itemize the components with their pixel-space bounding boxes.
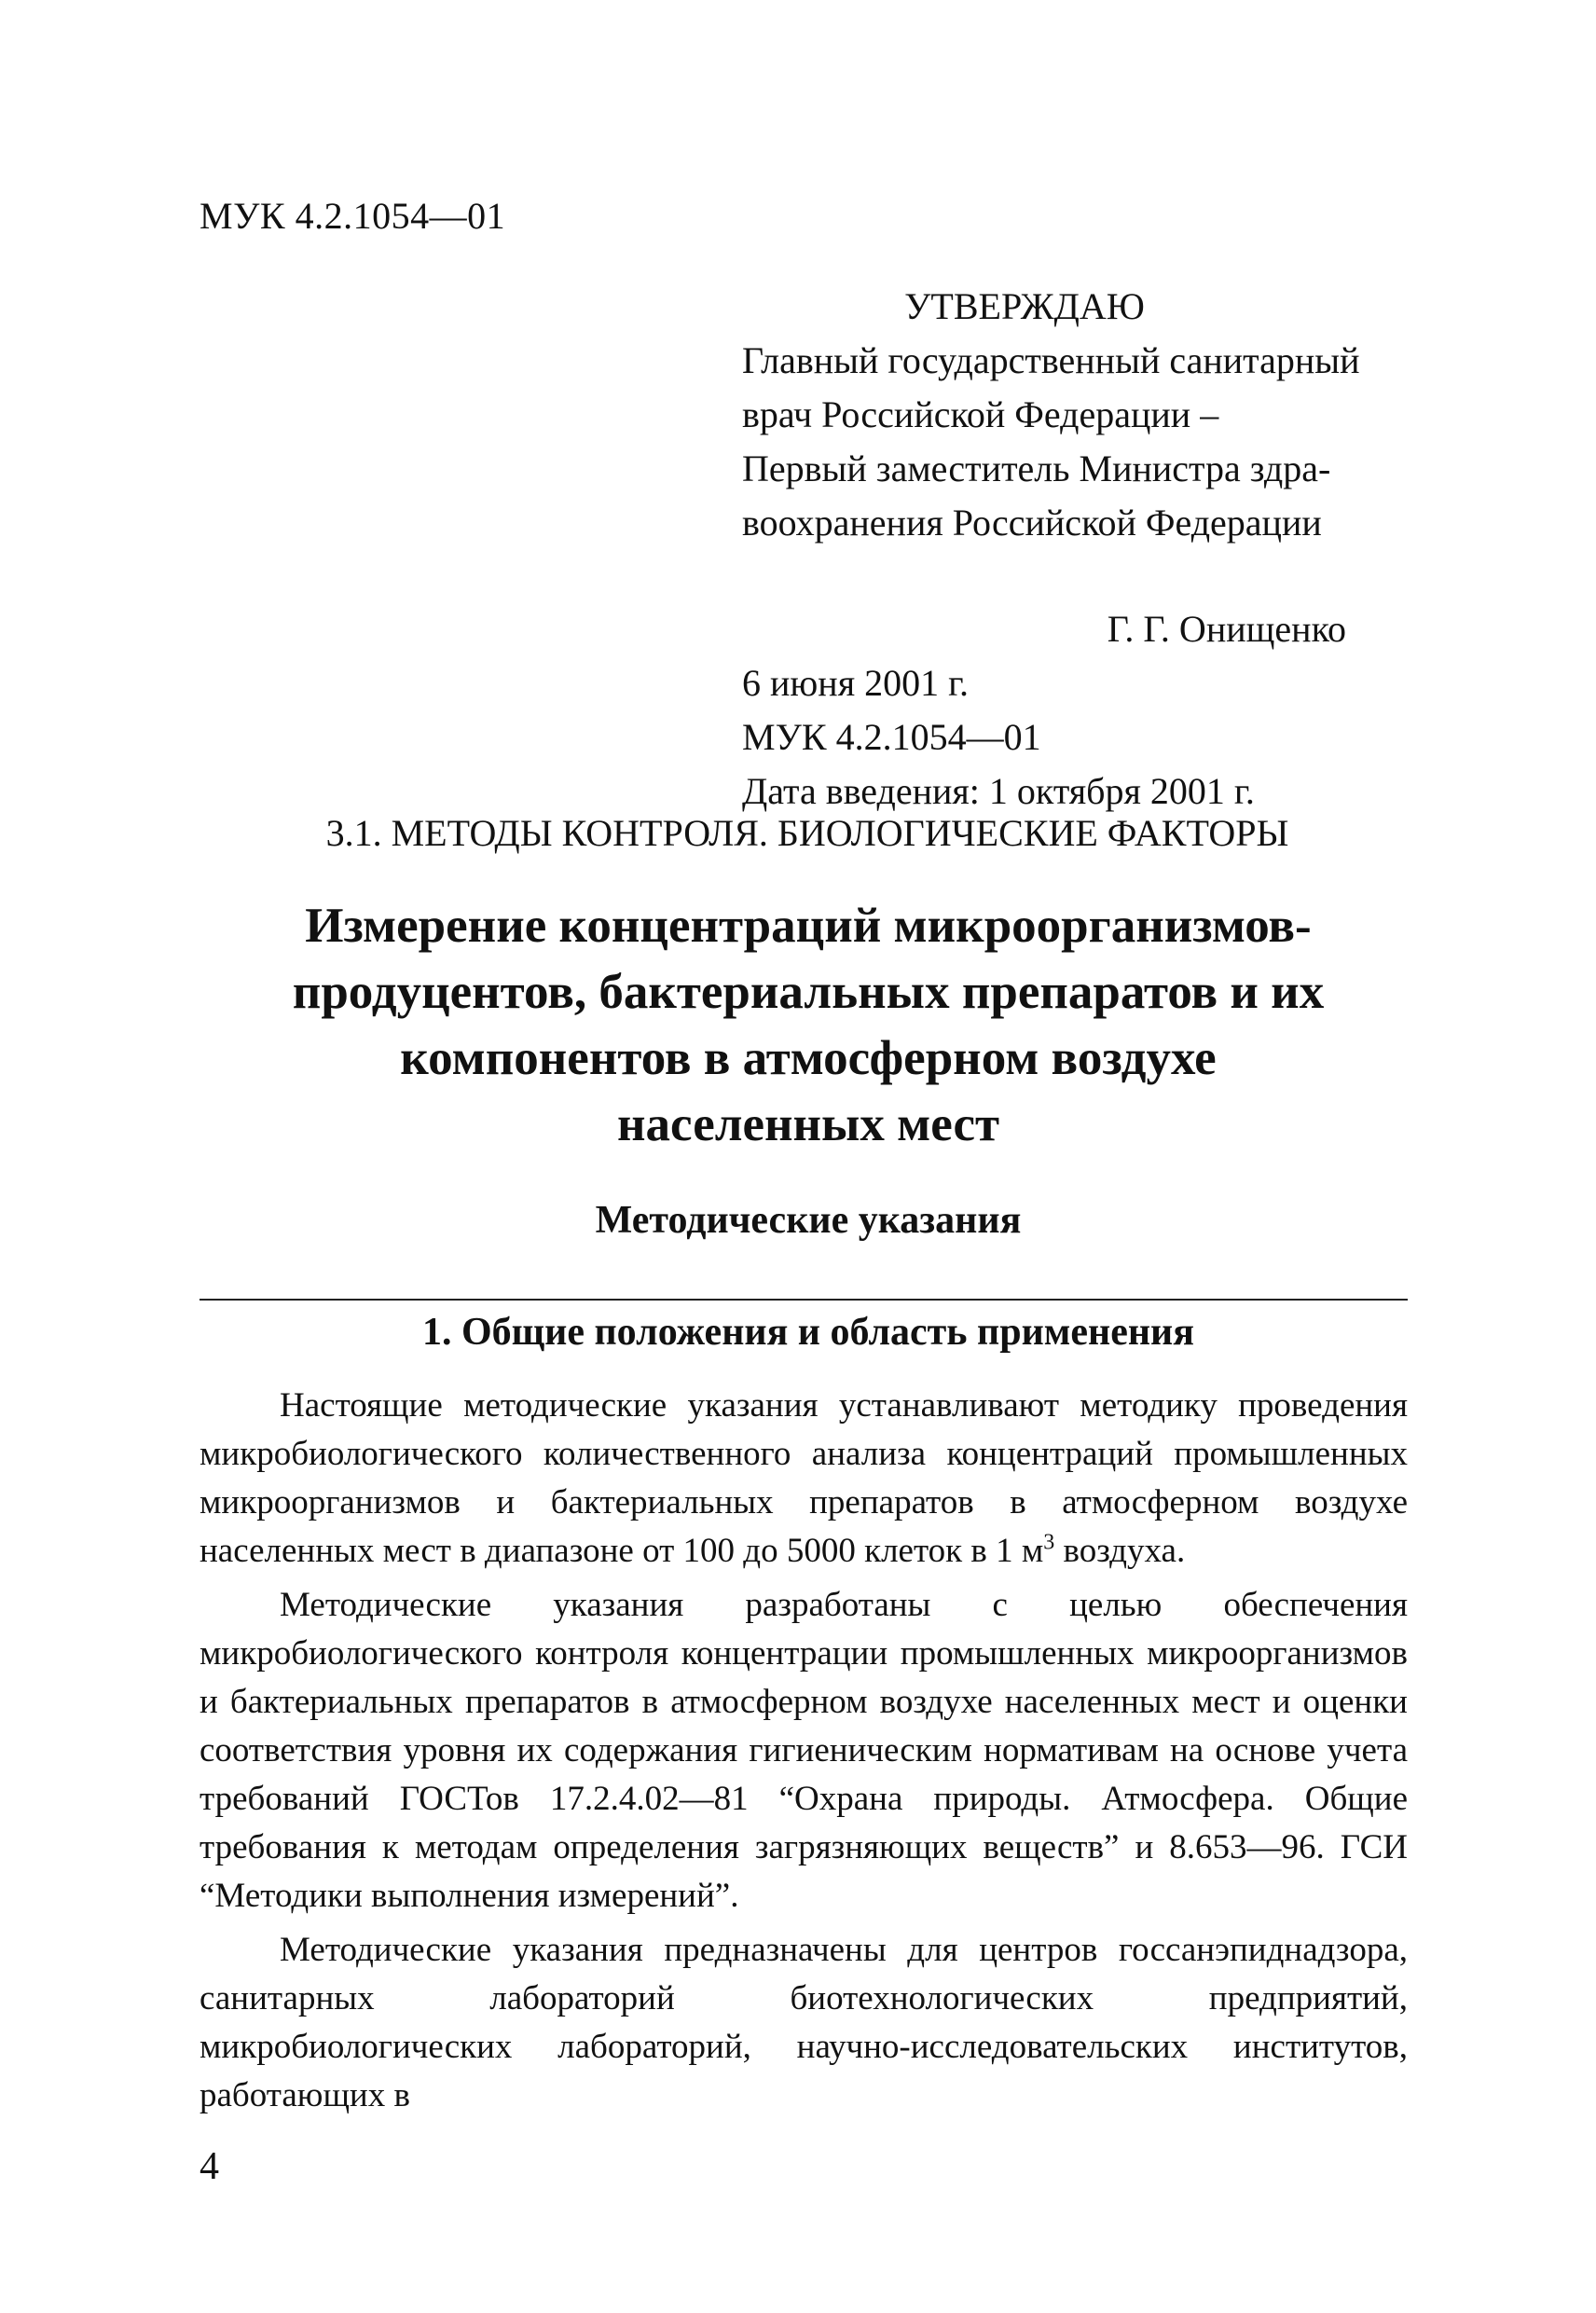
paragraph-2: Методические указания разработаны с целью обеспечения микробиологического контроля концентрации промышленных микроорганизмов и бактериальных препаратов в атмосферном воздухе населенных мест и оценки соответствия уровня их содержания гигиеническим нормативам на основе учета требований ГОСТов 17.2.4.02—81 “Охрана природы. Атмосфера. Общие требования к методам определения загрязняющих веществ” и 8.653—96. ГСИ “Методики выполнения измерений”. xyxy=(200,1586,1408,1915)
approval-position-line: Первый заместитель Министра здра- xyxy=(742,447,1331,489)
approval-signer: Г. Г. Онищенко xyxy=(1107,608,1346,650)
paragraph-1-end: воздуха. xyxy=(1054,1532,1186,1570)
document-type: Методические указания xyxy=(595,1199,1022,1242)
approval-date: 6 июня 2001 г. xyxy=(742,662,969,704)
effective-date: Дата введения: 1 октября 2001 г. xyxy=(742,770,1255,812)
paragraph-1-text: Настоящие методические указания устанавливают методику проведения микробиологического количественного анализа концентраций промышленных микроорганизмов и бактериальных препаратов в атмосферном воздухе населенных мест в диапазоне от 100 до 5000 клеток в 1 м xyxy=(200,1386,1408,1570)
section-heading: 3.1. МЕТОДЫ КОНТРОЛЯ. БИОЛОГИЧЕСКИЕ ФАКТОРЫ xyxy=(325,812,1289,854)
title-line: продуцентов, бактериальных препаратов и их xyxy=(292,965,1325,1019)
page-number: 4 xyxy=(200,2145,219,2188)
body-text xyxy=(200,1382,1408,2126)
document-title xyxy=(0,893,1596,1158)
title-line: Измерение концентраций микроорганизмов- xyxy=(305,899,1312,953)
paragraph-1 xyxy=(200,1382,1408,1576)
superscript-exponent: 3 xyxy=(1043,1530,1055,1555)
approval-block xyxy=(742,280,1395,819)
section1-title: 1. Общие положения и область применения xyxy=(422,1311,1194,1354)
title-line: компонентов в атмосферном воздухе xyxy=(400,1031,1217,1085)
divider-line xyxy=(200,1299,1408,1301)
approval-position-line: воохранения Российской Федерации xyxy=(742,502,1322,544)
paragraph-3: Методические указания предназначены для центров госсанэпиднадзора, санитарных лабораторий биотехнологических предприятий, микробиологических лабораторий, научно-исследовательских институтов, работающих в xyxy=(200,1931,1408,2114)
title-line: населенных мест xyxy=(616,1097,1000,1151)
approval-position-line: врач Российской Федерации – xyxy=(742,393,1219,435)
approval-code: МУК 4.2.1054—01 xyxy=(742,716,1041,758)
approval-position-line: Главный государственный санитарный xyxy=(742,339,1360,381)
approval-title: УТВЕРЖДАЮ xyxy=(904,285,1145,327)
document-code-header: МУК 4.2.1054—01 xyxy=(200,195,506,237)
